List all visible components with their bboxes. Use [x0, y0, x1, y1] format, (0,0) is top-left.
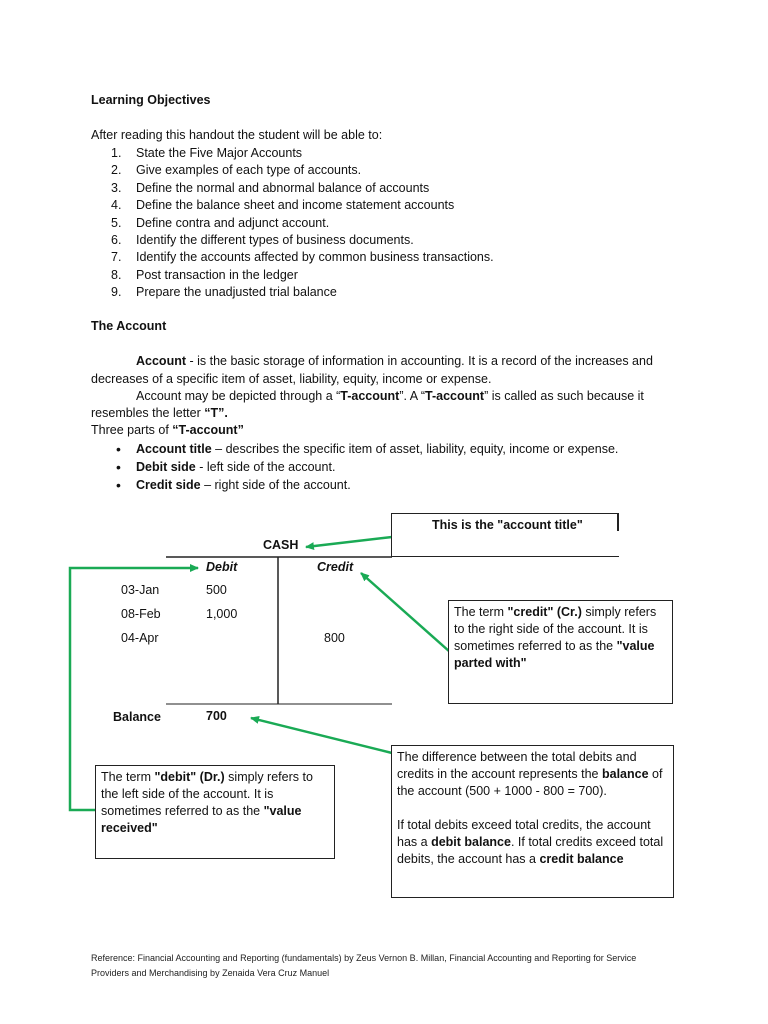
debit-c: simply refers to the left side of the account. It is sometimes referred to as the [101, 770, 313, 818]
objective-text: Define the balance sheet and income statement accounts [136, 198, 455, 213]
objective-text: Give examples of each type of accounts. [136, 163, 362, 178]
credit-b: "credit" (Cr.) [507, 605, 582, 619]
part-term: Credit side [136, 478, 201, 492]
bullet-icon: • [116, 459, 121, 475]
credit-d: "value parted with" [454, 639, 655, 670]
objective-number: 5. [111, 215, 122, 230]
account-title-callout [391, 513, 619, 557]
bal2-c: . If total credits exceed total debits, the account has a [397, 835, 664, 866]
p2-d: T-account [425, 389, 485, 403]
p2-b: T-account [340, 389, 400, 403]
account-paragraph-1-cont: decreases of a specific item of asset, liability, equity, income or expense. [91, 372, 492, 386]
parts-a: Three parts of [91, 423, 173, 437]
balance-value: 700 [206, 709, 227, 723]
balance-callout [391, 745, 674, 898]
objective-number: 4. [111, 198, 122, 213]
objective-text: Prepare the unadjusted trial balance [136, 285, 337, 300]
credit-callout [448, 600, 673, 704]
bullet-icon: • [116, 441, 121, 457]
bal2-b: debit balance [431, 835, 511, 849]
balance-arrow [251, 718, 392, 753]
balance-callout-para-1 [397, 749, 668, 800]
title-arrow [306, 537, 392, 547]
part-term: Account title [136, 442, 212, 456]
entry-credit: 800 [324, 631, 345, 645]
objectives-intro: After reading this handout the student will be able to: [91, 128, 383, 142]
p2-c: ”. A “ [399, 389, 426, 403]
p2-cont-a: resembles the letter [91, 406, 205, 420]
balance-label: Balance [113, 710, 161, 724]
objective-text: Define contra and adjunct account. [136, 215, 330, 230]
bal2-d: credit balance [539, 852, 624, 866]
debit-d: "value received" [101, 804, 302, 835]
objective-text: Post transaction in the ledger [136, 267, 298, 282]
debit-a: The term [101, 770, 155, 784]
part-text: - left side of the account. [195, 460, 336, 474]
objective-number: 8. [111, 267, 122, 282]
entry-date: 08-Feb [121, 607, 161, 621]
objective-number: 2. [111, 163, 122, 178]
objective-number: 9. [111, 285, 122, 300]
bullet-icon: • [116, 477, 121, 493]
part-text: – right side of the account. [200, 478, 351, 492]
objective-number: 1. [111, 146, 122, 160]
objective-text: State the Five Major Accounts [136, 146, 303, 160]
p2-cont-b: “T”. [204, 406, 228, 420]
objective-text: Identify the different types of business documents. [136, 232, 414, 247]
bal-c: of the account (500 + 1000 - 800 = 700). [397, 767, 663, 798]
objective-number: 6. [111, 232, 122, 247]
bal2-a: If total debits exceed total credits, the account has a [397, 818, 651, 849]
entry-date: 04-Apr [121, 631, 159, 645]
part-text: – describes the specific item of asset, liability, equity, income or expense. [211, 442, 619, 456]
credit-c: simply refers to the right side of the account. It is sometimes referred to as the [454, 605, 657, 653]
objective-text: Identify the accounts affected by common business transactions. [136, 250, 494, 265]
part-term: Debit side [136, 460, 196, 474]
account-heading: The Account [91, 319, 167, 333]
account-term: Account [136, 354, 186, 368]
entry-debit: 500 [206, 583, 227, 597]
entry-debit: 1,000 [206, 607, 238, 621]
reference-note: Reference: Financial Accounting and Reporting (fundamentals) by Zeus Vernon B. Millan, Financial Accounting and Reporting for Service Providers and Merchandising by Zenaida Vera Cruz Manuel [91, 953, 637, 978]
p2-e: ” is called as such because it [484, 389, 644, 403]
parts-b: “T-account” [172, 423, 244, 437]
objectives-heading: Learning Objectives [91, 93, 211, 107]
debit-label: Debit [206, 560, 238, 574]
objective-text: Define the normal and abnormal balance of accounts [136, 180, 430, 195]
objective-number: 7. [111, 250, 122, 265]
account-definition: - is the basic storage of information in accounting. It is a record of the increases and [186, 354, 653, 368]
debit-b: "debit" (Dr.) [154, 770, 225, 784]
t-account-title: CASH [263, 538, 299, 552]
credit-label: Credit [317, 560, 354, 574]
credit-a: The term [454, 605, 508, 619]
account-title-callout-text: This is the "account title" [432, 518, 583, 532]
credit-arrow [361, 573, 450, 652]
bal-b: balance [601, 767, 649, 781]
balance-callout-para-2 [397, 817, 668, 868]
p2-a: Account may be depicted through a “ [136, 389, 341, 403]
callout-edge [617, 513, 619, 531]
objective-number: 3. [111, 180, 122, 195]
debit-callout [95, 765, 335, 859]
bal-a: The difference between the total debits and credits in the account represents the [397, 750, 637, 781]
entry-date: 03-Jan [121, 583, 160, 597]
